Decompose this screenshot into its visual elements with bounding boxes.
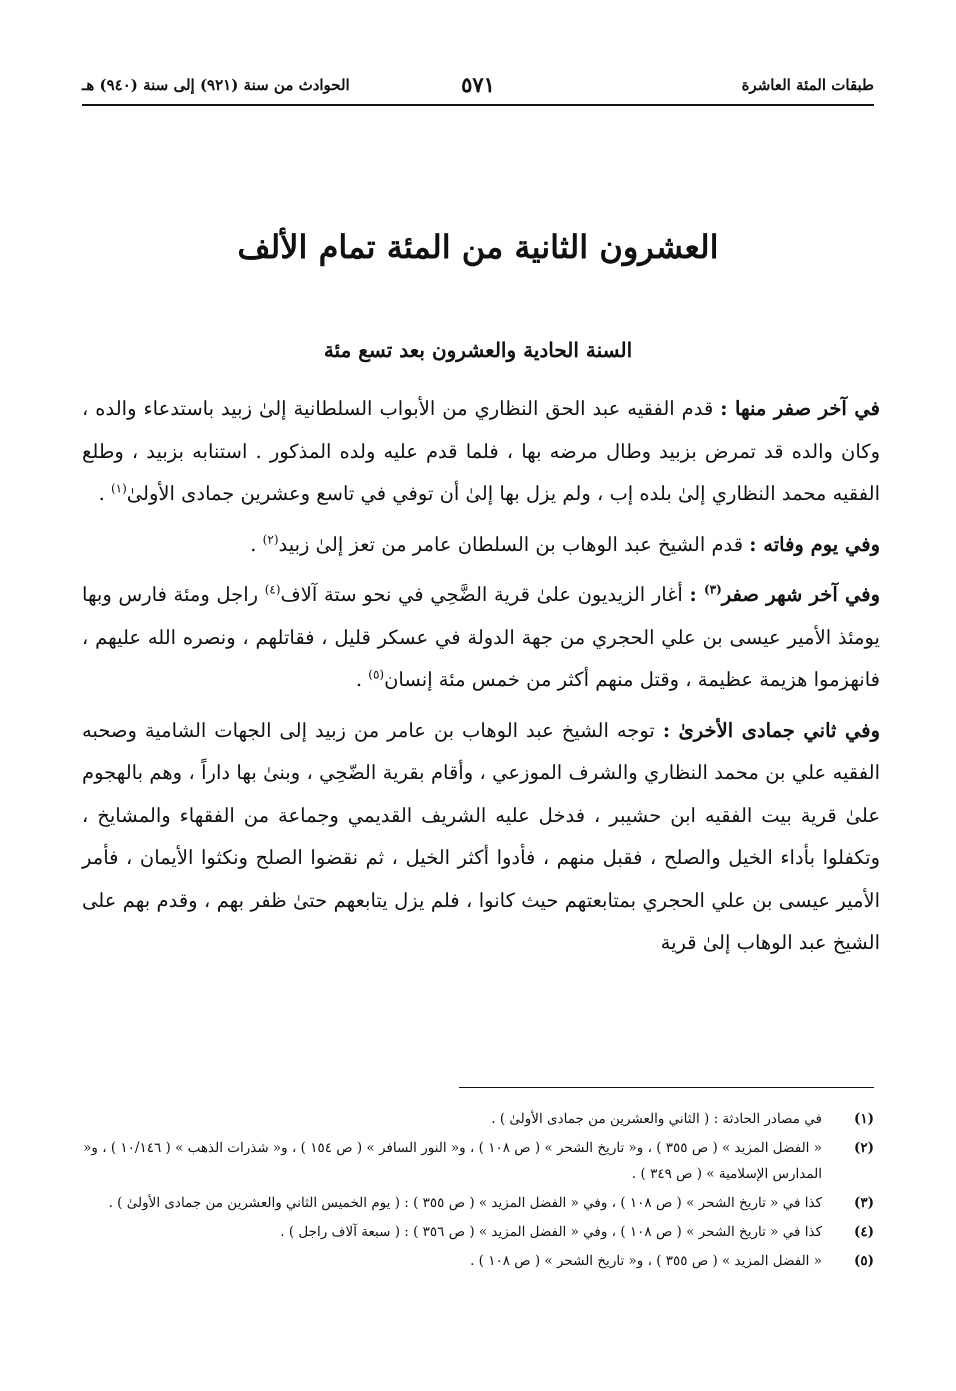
paragraph-text: توجه الشيخ عبد الوهاب بن عامر من زبيد إلى الجهات الشامية وصحبه الفقيه علي بن محمد النظاري والشرف الموزعي ، وأقام بقرية الضّحِي ، وبنىٰ بها داراً ، وهم بالهجوم علىٰ قرية بيت الفقيه ابن حشيبر ، فدخل عليه الشريف القديمي وجماعة من الفقهاء والمشايخ ، وتكفلوا بأداء الخيل والصلح ، فقبل منهم ، فأدوا أكثر الخيل ، ثم نقضوا الصلح ونكثوا الأيمان ، فأمر الأمير عيسى بن علي الحجري بمتابعتهم حيث كانوا ، فلم يزل يتابعهم حتىٰ ظفر بهم ، وقدم بهم على الشيخ عبد الوهاب إلىٰ قرية (82, 718, 880, 954)
footnote-item (82, 1135, 874, 1187)
paragraph-4 (82, 710, 880, 965)
footnote-item (82, 1106, 874, 1132)
running-header (82, 70, 874, 106)
paragraph-text: قدم الفقيه عبد الحق النظاري من الأبواب السلطانية إلىٰ زبيد باستدعاء والده ، وكان والده قد تمرض بزبيد وطال مرضه بها ، فلما قدم عليه ولده المذكور . استنابه بزبيد ، وطلع الفقيه محمد النظاري إلىٰ بلده إب ، ولم يزل بها إلىٰ أن توفي في تاسع وعشرين جمادى الأولىٰ (82, 397, 880, 505)
footnote-number: (٤) (853, 1224, 874, 1240)
book-title: طبقات المئة العاشرة (741, 76, 874, 94)
footnote-number: (١) (853, 1111, 874, 1127)
paragraph-lead: وفي ثاني جمادى الأخرىٰ : (662, 718, 880, 742)
paragraph-end: . (98, 482, 111, 505)
paragraph-lead-end: : (689, 583, 704, 606)
footnote-ref[interactable]: (٣) (703, 582, 722, 597)
footnote-item (82, 1190, 874, 1216)
footnote-number: (٣) (853, 1195, 874, 1211)
footnote-text: في مصادر الحادثة : ( الثاني والعشرين من جمادى الأولىٰ ) . (491, 1111, 822, 1127)
paragraph-3 (82, 574, 880, 702)
paragraph-text: قدم الشيخ عبد الوهاب بن السلطان عامر من تعز إلىٰ زبيد (278, 532, 750, 556)
paragraph-text: أغار الزيديون علىٰ قرية الضَّحِي في نحو ستة آلاف (280, 583, 690, 606)
footnote-ref[interactable]: (١) (110, 481, 127, 496)
paragraph-1 (82, 388, 880, 516)
paragraph-end: . (355, 668, 369, 691)
section-range: الحوادث من سنة (٩٢١) إلى سنة (٩٤٠) هـ (82, 76, 350, 94)
footnote-ref[interactable]: (٤) (264, 582, 281, 597)
paragraph-lead: في آخر صفر منها : (720, 397, 880, 420)
footnote-text: « الفضل المزيد » ( ص ٣٥٥ ) ، و« تاريخ الشحر » ( ص ١٠٨ ) ، و« النور السافر » ( ص ١٥٤ ) ، و« شذرات الذهب » ( ١٠/١٤٦ ) ، و« المدارس الإسلامية » ( ص ٣٤٩ ) . (83, 1140, 822, 1182)
footnote-ref[interactable]: (٥) (368, 667, 385, 682)
footnote-ref[interactable]: (٢) (262, 532, 279, 546)
paragraph-end: . (250, 532, 263, 556)
paragraph-2 (82, 524, 880, 567)
footnote-text: « الفضل المزيد » ( ص ٣٥٥ ) ، و« تاريخ الشحر » ( ص ١٠٨ ) . (470, 1253, 822, 1269)
footnote-number: (٢) (853, 1140, 874, 1156)
paragraph-text-cont: راجل ومئة فارس وبها يومئذ الأمير عيسى بن علي الحجري من جهة الدولة في عسكر قليل ، فقاتلهم ، ونصره الله عليهم ، فانهزموا هزيمة عظيمة ، وقتل منهم أكثر من خمس مئة إنسان (82, 583, 880, 691)
footnotes (82, 1106, 874, 1277)
section-title: السنة الحادية والعشرون بعد تسع مئة (323, 338, 633, 362)
page-number: ٥٧١ (461, 72, 495, 97)
paragraph-lead: وفي آخر شهر صفر (721, 583, 880, 606)
body-text (82, 388, 880, 973)
footnote-item (82, 1248, 874, 1274)
paragraph-lead: وفي يوم وفاته : (749, 532, 880, 556)
footnote-number: (٥) (853, 1253, 874, 1269)
chapter-title: العشرون الثانية من المئة تمام الألف (237, 228, 719, 266)
footnote-text: كذا في « تاريخ الشحر » ( ص ١٠٨ ) ، وفي « الفضل المزيد » ( ص ٣٥٦ ) : ( سبعة آلاف راجل ) . (280, 1224, 822, 1240)
footnote-item (82, 1219, 874, 1245)
footnote-text: كذا في « تاريخ الشحر » ( ص ١٠٨ ) ، وفي « الفضل المزيد » ( ص ٣٥٥ ) : ( يوم الخميس الثاني والعشرين من جمادى الأولىٰ ) . (108, 1195, 822, 1211)
footnote-divider (459, 1087, 874, 1088)
